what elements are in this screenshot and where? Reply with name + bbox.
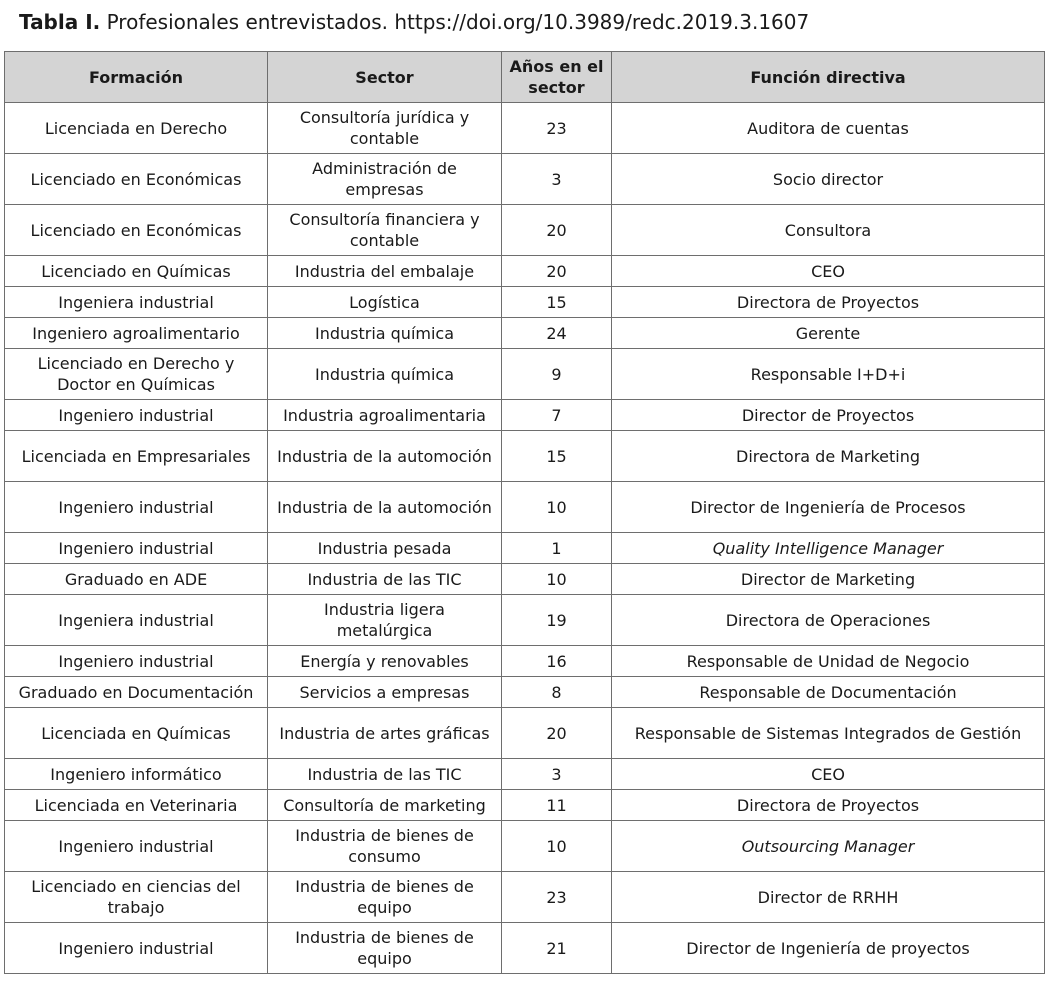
table-row [5, 821, 1045, 872]
cell-formacion: Ingeniero industrial [5, 533, 268, 564]
cell-formacion: Licenciada en Veterinaria [5, 790, 268, 821]
cell-funcion: Gerente [612, 318, 1045, 349]
table-row [5, 595, 1045, 646]
cell-formacion: Ingeniero industrial [5, 646, 268, 677]
cell-formacion: Licenciado en ciencias del trabajo [5, 872, 268, 923]
cell-anos: 19 [502, 595, 612, 646]
cell-funcion: CEO [612, 256, 1045, 287]
cell-anos: 21 [502, 923, 612, 974]
table-row [5, 318, 1045, 349]
cell-anos: 3 [502, 759, 612, 790]
cell-sector: Industria ligera metalúrgica [268, 595, 502, 646]
table-row [5, 349, 1045, 400]
caption-text: Profesionales entrevistados. https://doi.org/10.3989/redc.2019.3.1607 [100, 10, 810, 34]
table-row [5, 154, 1045, 205]
cell-formacion: Licenciado en Derecho y Doctor en Químicas [5, 349, 268, 400]
cell-funcion: Auditora de cuentas [612, 103, 1045, 154]
cell-formacion: Graduado en Documentación [5, 677, 268, 708]
cell-funcion: Quality Intelligence Manager [612, 533, 1045, 564]
table-row [5, 790, 1045, 821]
cell-formacion: Ingeniero industrial [5, 821, 268, 872]
cell-formacion: Licenciada en Empresariales [5, 431, 268, 482]
cell-funcion: Socio director [612, 154, 1045, 205]
header-row [5, 52, 1045, 103]
table-row [5, 400, 1045, 431]
table-row [5, 431, 1045, 482]
cell-funcion: Directora de Proyectos [612, 287, 1045, 318]
cell-sector: Industria de la automoción [268, 431, 502, 482]
cell-funcion: Director de Ingeniería de Procesos [612, 482, 1045, 533]
cell-anos: 1 [502, 533, 612, 564]
cell-sector: Consultoría de marketing [268, 790, 502, 821]
cell-sector: Logística [268, 287, 502, 318]
table-row [5, 923, 1045, 974]
cell-anos: 20 [502, 708, 612, 759]
table-row [5, 482, 1045, 533]
cell-anos: 7 [502, 400, 612, 431]
cell-anos: 10 [502, 564, 612, 595]
cell-formacion: Licenciado en Económicas [5, 154, 268, 205]
cell-anos: 8 [502, 677, 612, 708]
cell-anos: 3 [502, 154, 612, 205]
cell-sector: Consultoría financiera y contable [268, 205, 502, 256]
cell-formacion: Ingeniero informático [5, 759, 268, 790]
cell-funcion: Directora de Marketing [612, 431, 1045, 482]
cell-anos: 9 [502, 349, 612, 400]
table-row [5, 708, 1045, 759]
table-row [5, 287, 1045, 318]
cell-formacion: Ingeniera industrial [5, 287, 268, 318]
cell-sector: Industria de las TIC [268, 564, 502, 595]
table-row [5, 533, 1045, 564]
table-row [5, 646, 1045, 677]
cell-funcion: Responsable I+D+i [612, 349, 1045, 400]
cell-anos: 15 [502, 431, 612, 482]
cell-anos: 16 [502, 646, 612, 677]
caption-label: Tabla I. [19, 10, 101, 34]
cell-funcion: Director de RRHH [612, 872, 1045, 923]
cell-anos: 11 [502, 790, 612, 821]
cell-sector: Industria de la automoción [268, 482, 502, 533]
cell-sector: Industria química [268, 318, 502, 349]
cell-sector: Consultoría jurídica y contable [268, 103, 502, 154]
cell-sector: Industria de bienes de consumo [268, 821, 502, 872]
table-caption [19, 9, 809, 35]
cell-funcion: Directora de Operaciones [612, 595, 1045, 646]
cell-funcion: Director de Proyectos [612, 400, 1045, 431]
cell-funcion: Directora de Proyectos [612, 790, 1045, 821]
cell-sector: Industria de bienes de equipo [268, 923, 502, 974]
cell-formacion: Ingeniero industrial [5, 482, 268, 533]
header-funcion: Función directiva [612, 52, 1045, 103]
header-sector: Sector [268, 52, 502, 103]
table-row [5, 759, 1045, 790]
cell-anos: 10 [502, 821, 612, 872]
cell-sector: Administración de empresas [268, 154, 502, 205]
cell-funcion: Outsourcing Manager [612, 821, 1045, 872]
cell-formacion: Licenciada en Derecho [5, 103, 268, 154]
cell-formacion: Ingeniero industrial [5, 400, 268, 431]
header-formacion: Formación [5, 52, 268, 103]
cell-anos: 15 [502, 287, 612, 318]
cell-anos: 23 [502, 103, 612, 154]
cell-anos: 20 [502, 256, 612, 287]
cell-sector: Industria del embalaje [268, 256, 502, 287]
table-row [5, 103, 1045, 154]
cell-formacion: Ingeniero industrial [5, 923, 268, 974]
cell-sector: Industria agroalimentaria [268, 400, 502, 431]
cell-funcion: Responsable de Documentación [612, 677, 1045, 708]
cell-funcion: Director de Ingeniería de proyectos [612, 923, 1045, 974]
table-row [5, 205, 1045, 256]
cell-sector: Industria pesada [268, 533, 502, 564]
cell-formacion: Ingeniera industrial [5, 595, 268, 646]
cell-sector: Industria química [268, 349, 502, 400]
cell-anos: 20 [502, 205, 612, 256]
cell-formacion: Licenciado en Económicas [5, 205, 268, 256]
table-row [5, 564, 1045, 595]
cell-formacion: Graduado en ADE [5, 564, 268, 595]
cell-funcion: CEO [612, 759, 1045, 790]
interviewees-table [4, 51, 1045, 974]
cell-anos: 23 [502, 872, 612, 923]
table-row [5, 677, 1045, 708]
cell-funcion: Responsable de Sistemas Integrados de Gestión [612, 708, 1045, 759]
cell-formacion: Ingeniero agroalimentario [5, 318, 268, 349]
cell-sector: Industria de bienes de equipo [268, 872, 502, 923]
table-row [5, 872, 1045, 923]
header-anos: Años en el sector [502, 52, 612, 103]
cell-sector: Industria de las TIC [268, 759, 502, 790]
cell-sector: Servicios a empresas [268, 677, 502, 708]
table-body [5, 103, 1045, 974]
cell-anos: 10 [502, 482, 612, 533]
cell-formacion: Licenciada en Químicas [5, 708, 268, 759]
cell-funcion: Responsable de Unidad de Negocio [612, 646, 1045, 677]
table-row [5, 256, 1045, 287]
cell-funcion: Director de Marketing [612, 564, 1045, 595]
cell-anos: 24 [502, 318, 612, 349]
cell-funcion: Consultora [612, 205, 1045, 256]
cell-formacion: Licenciado en Químicas [5, 256, 268, 287]
cell-sector: Industria de artes gráficas [268, 708, 502, 759]
cell-sector: Energía y renovables [268, 646, 502, 677]
